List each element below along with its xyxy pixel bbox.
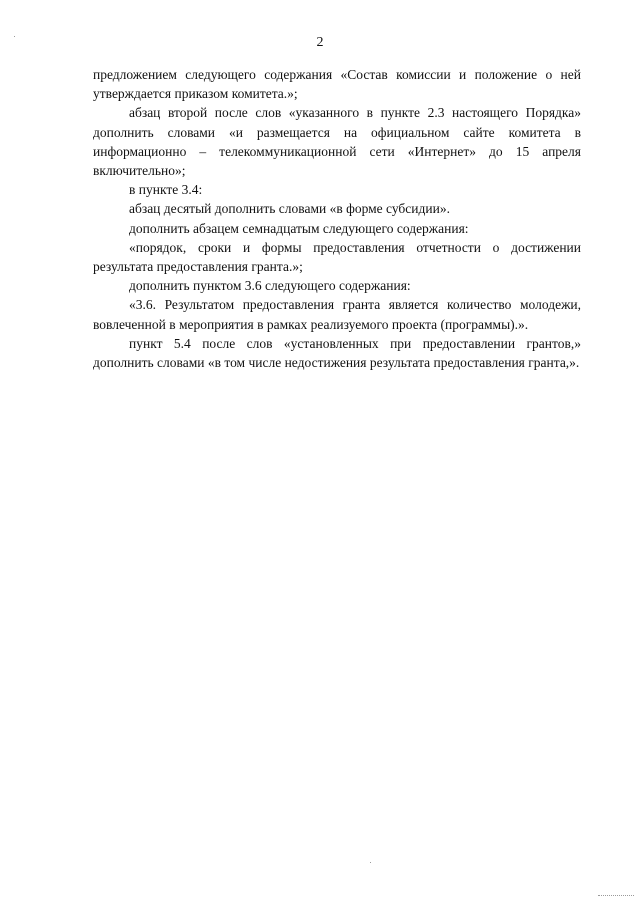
paragraph-5: дополнить абзацем семнадцатым следующего содержания: <box>129 220 469 236</box>
scan-artifact-corner <box>598 895 634 899</box>
paragraph-8: «3.6. Результатом предоставления гранта является количество молодежи, вовлеченной в мероприятия в рамках реализуемого проекта (программы).». <box>93 297 581 332</box>
paragraph-6: «порядок, сроки и формы предоставления отчетности о достижении результата предоставления гранта.»; <box>93 239 581 275</box>
paragraph-1: предложением следующего содержания «Состав комиссии и положение о ней утверждается приказом комитета.»; <box>93 67 581 102</box>
paragraph-7: дополнить пунктом 3.6 следующего содержания: <box>129 278 411 294</box>
paragraph-9: пункт 5.4 после слов «установленных при предоставлении грантов,» дополнить словами «в том числе недостижения результата предоставления гранта,». <box>93 335 581 371</box>
page-number: 2 <box>316 35 324 50</box>
scan-artifact-bottom <box>370 862 371 863</box>
paragraph-2: абзац второй после слов «указанного в пункте 2.3 настоящего Порядка» дополнить словами «и размещается на официальном сайте комитета в информационно – телекоммуникационной сети «Интернет» до 15 апреля включительно»; <box>93 105 581 179</box>
document-body <box>93 65 581 372</box>
paragraph-4: абзац десятый дополнить словами «в форме субсидии». <box>129 201 450 217</box>
paragraph-3: в пункте 3.4: <box>129 182 203 198</box>
scan-artifact-top-left <box>14 36 15 37</box>
